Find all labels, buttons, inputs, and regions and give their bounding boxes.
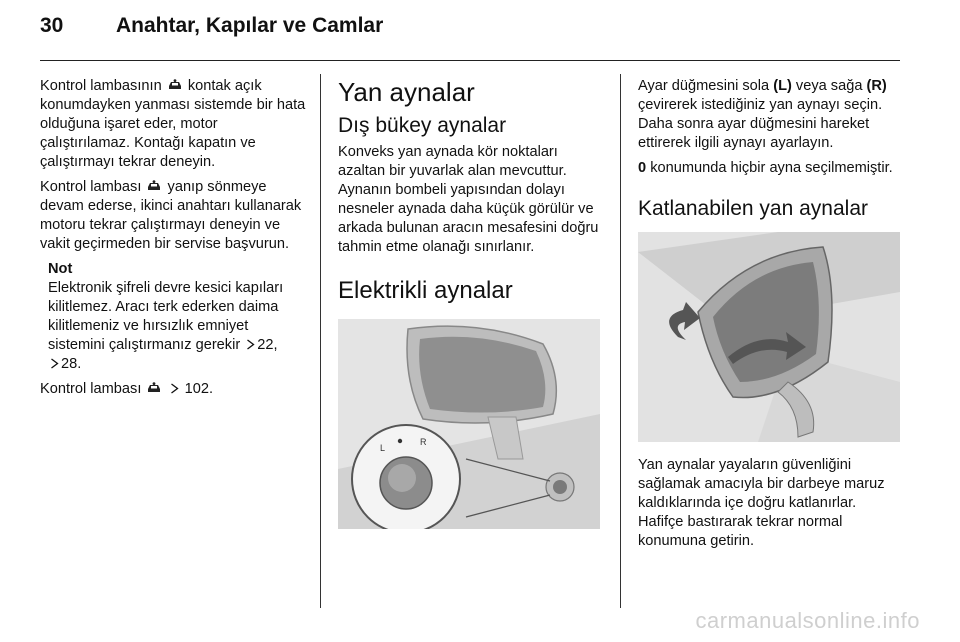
electric-mirror-illustration <box>338 319 600 529</box>
header-rule <box>40 60 900 61</box>
column-divider-2 <box>620 74 621 608</box>
paragraph-lamp-on: Kontrol lambasının kontak açık konumdayken yanması sistemde bir hata olduğuna işaret eder, motor çalıştırılamaz. Kontağı kapatın ve çalıştırmayı tekrar deneyin. <box>40 78 306 170</box>
reference-link[interactable]: 28. <box>61 356 82 372</box>
subsection-heading: Dış bükey aynalar <box>338 114 507 137</box>
column-divider-1 <box>320 74 321 608</box>
page-number: 30 <box>40 14 64 37</box>
paragraph-lamp-flashing: Kontrol lambası yanıp sönmeye devam ederse, ikinci anahtarı kullanarak motoru tekrar çalıştırmayı deneyin ve vakit geçirmeden bir servise başvurun. <box>40 179 302 252</box>
page-title: Anahtar, Kapılar ve Camlar <box>116 14 384 37</box>
section-heading: Yan aynalar <box>338 77 475 107</box>
knob-zero-mark <box>398 439 402 443</box>
note-box <box>48 260 308 374</box>
knob-label-left: L <box>380 443 386 453</box>
folding-mirror-illustration <box>638 232 900 442</box>
paragraph-lamp-reference: Kontrol lambası 102. <box>40 381 213 397</box>
column-1 <box>40 77 308 405</box>
paragraph-zero-position: 0 konumunda hiçbir ayna seçilmemiştir. <box>638 160 893 176</box>
paragraph-mirror-select: Ayar düğmesini sola (L) veya sağa (R) çevirerek istediğiniz yan aynayı seçin. Daha sonra ayar düğmesini hareket ettirerek ilgili aynayı ayarlayın. <box>638 78 887 151</box>
car-key-lamp-icon <box>147 180 161 192</box>
knob-label-right: R <box>420 437 427 447</box>
note-title: Not <box>48 261 73 277</box>
subsection-heading: Katlanabilen yan aynalar <box>638 197 868 220</box>
column-3 <box>638 77 900 557</box>
car-key-lamp-icon <box>168 79 182 91</box>
reference-link[interactable]: 102. <box>184 381 213 397</box>
watermark: carmanualsonline.info <box>695 608 920 633</box>
paragraph-convex-mirror: Konveks yan aynada kör noktaları azaltan bir yuvarlak alan mevcuttur. Aynanın bombeli yapısından dolayı nesneler aynada daha küçük görülür ve arkada bulunan aracın mesafesini doğru tahmin etme olanağı sınırlanır. <box>338 144 599 255</box>
note-text: Elektronik şifreli devre kesici kapıları kilitlemez. Aracı terk ederken daima kilitlemeniz ve hırsızlık emniyet sistemini çalıştırmanız gerekir 22, 28. <box>48 280 284 372</box>
page-reference-arrow-icon <box>170 383 179 394</box>
page-reference-arrow-icon <box>50 358 59 369</box>
page-reference-arrow-icon <box>246 339 255 350</box>
car-key-lamp-icon <box>147 382 161 394</box>
paragraph-folding-mirrors: Yan aynalar yayaların güvenliğini sağlamak amacıyla bir darbeye maruz kaldıklarında içe doğru katlanırlar. Hafifçe bastırarak tekrar normal konumuna getirin. <box>638 457 885 549</box>
column-2 <box>338 77 606 529</box>
reference-link[interactable]: 22, <box>257 337 278 353</box>
subsection-heading: Elektrikli aynalar <box>338 277 513 304</box>
